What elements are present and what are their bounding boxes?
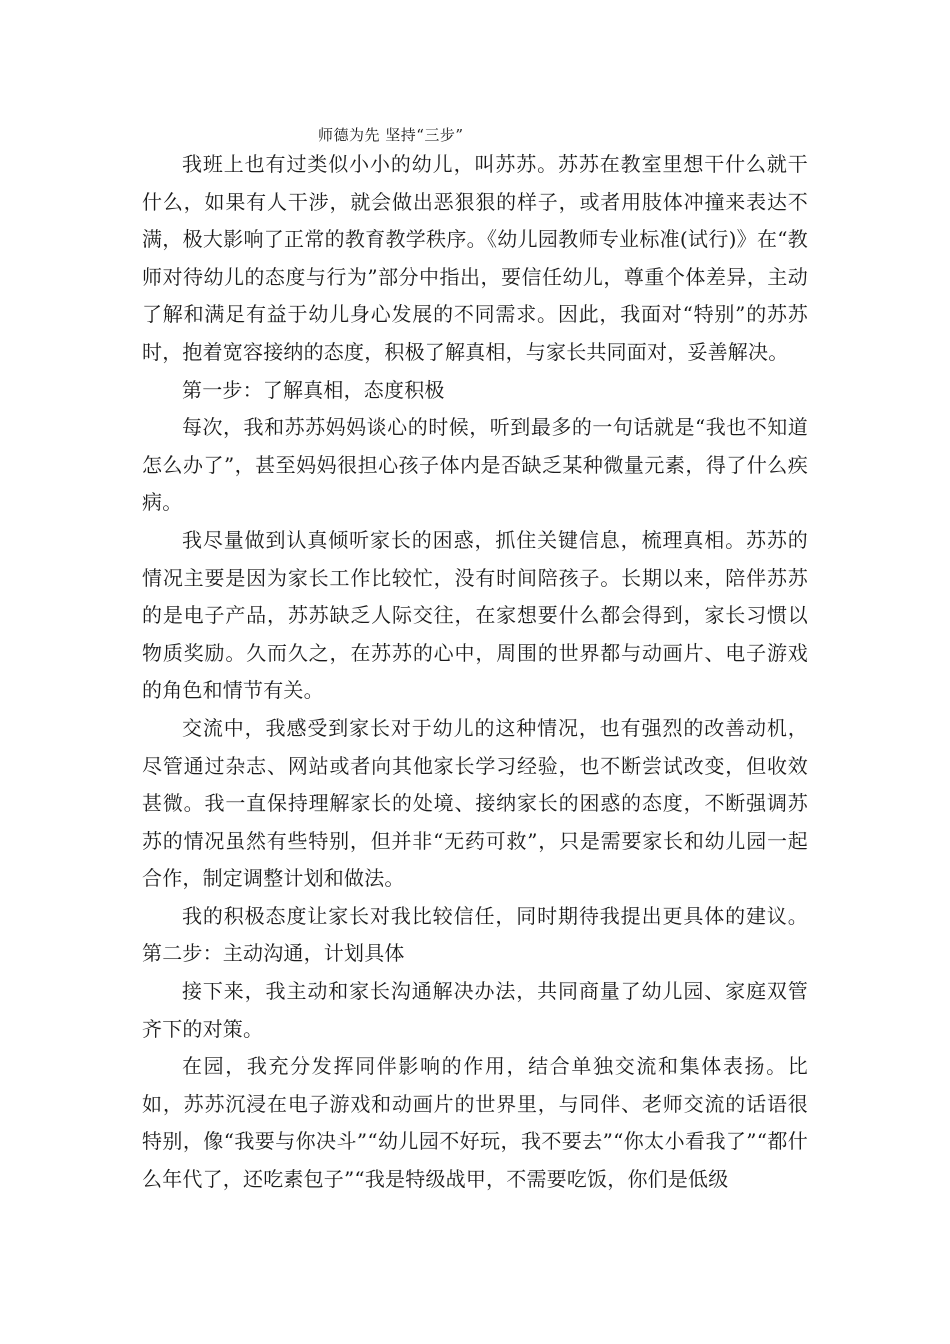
paragraph: 交流中，我感受到家长对于幼儿的这种情况，也有强烈的改善动机，尽管通过杂志、网站或者向其他家长学习经验，也不断尝试改变，但收效甚微。我一直保持理解家长的处境、接纳家长的困惑的态度，不断强调苏苏的情况虽然有些特别，但并非“无药可救”，只是需要家长和幼儿园一起合作，制定调整计划和做法。 <box>142 715 808 891</box>
document-body <box>142 146 808 1199</box>
paragraph: 接下来，我主动和家长沟通解决办法，共同商量了幼儿园、家庭双管齐下的对策。 <box>142 979 808 1041</box>
paragraph: 每次，我和苏苏妈妈谈心的时候，听到最多的一句话就是“我也不知道怎么办了”，甚至妈妈很担心孩子体内是否缺乏某种微量元素，得了什么疾病。 <box>142 415 808 515</box>
paragraph: 在园，我充分发挥同伴影响的作用，结合单独交流和集体表扬。比如，苏苏沉浸在电子游戏和动画片的世界里，与同伴、老师交流的话语很特别，像“我要与你决斗”“幼儿园不好玩，我不要去”“你太小看我了”“都什么年代了，还吃素包子”“我是特级战甲，不需要吃饭，你们是低级 <box>142 1054 808 1192</box>
paragraph: 我尽量做到认真倾听家长的困惑，抓住关键信息，梳理真相。苏苏的情况主要是因为家长工作比较忙，没有时间陪孩子。长期以来，陪伴苏苏的是电子产品，苏苏缺乏人际交往，在家想要什么都会得到，家长习惯以物质奖励。久而久之，在苏苏的心中，周围的世界都与动画片、电子游戏的角色和情节有关。 <box>142 527 808 703</box>
paragraph: 我的积极态度让家长对我比较信任，同时期待我提出更具体的建议。第二步：主动沟通，计划具体 <box>142 903 808 966</box>
paragraph: 我班上也有过类似小小的幼儿，叫苏苏。苏苏在教室里想干什么就干什么，如果有人干涉，就会做出恶狠狠的样子，或者用肢体冲撞来表达不满，极大影响了正常的教育教学秩序。《幼儿园教师专业标准(试行)》在“教师对待幼儿的态度与行为”部分中指出，要信任幼儿，尊重个体差异，主动了解和满足有益于幼儿身心发展的不同需求。因此，我面对“特别”的苏苏时，抱着宽容接纳的态度，积极了解真相，与家长共同面对，妥善解决。 <box>142 152 808 364</box>
document-title: 师德为先 坚持“三步” <box>318 126 464 144</box>
section-heading: 第一步：了解真相，态度积极 <box>182 377 445 402</box>
